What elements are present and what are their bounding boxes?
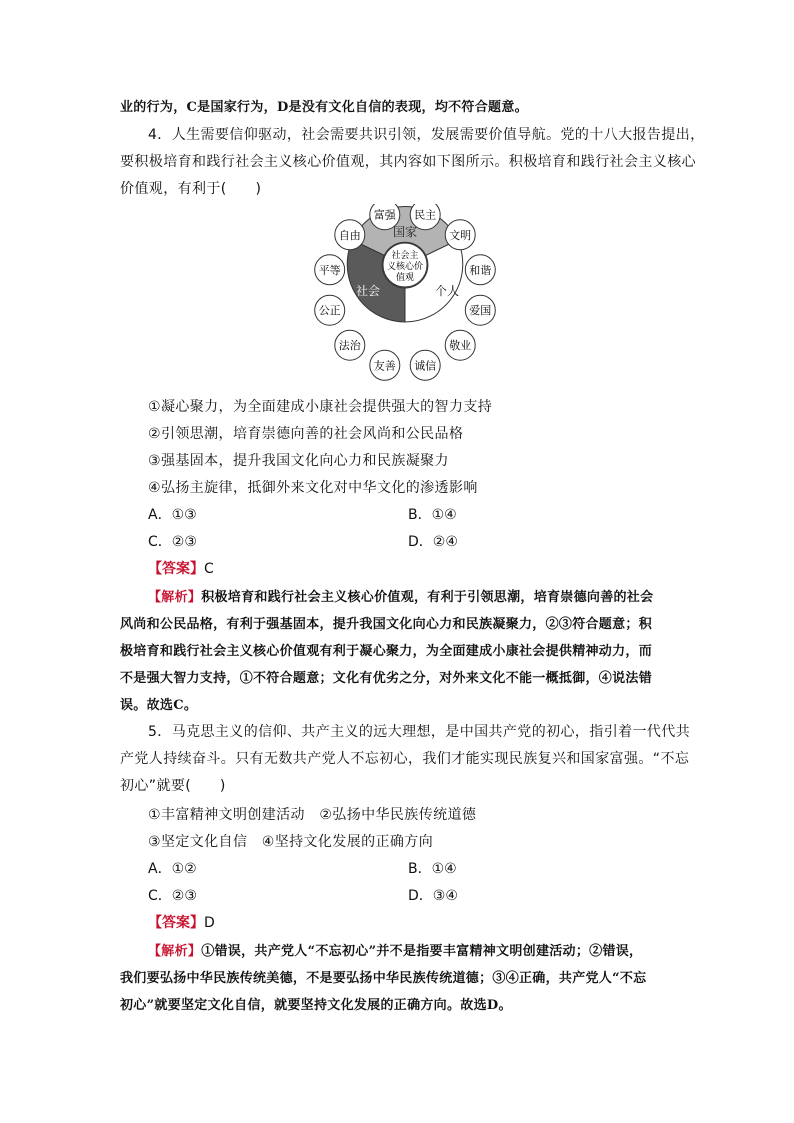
q4-stem-line-2: 要积极培育和践行社会主义核心价值观，其内容如下图所示。积极培育和践行社会主义核心 (120, 154, 696, 170)
value-label: 和谐 (469, 263, 492, 277)
q5-answer (148, 912, 215, 932)
q4-answer (148, 558, 214, 578)
q5-stem-line-2: 产党人持续奋斗。只有无数共产党人不忘初心，我们才能实现民族复兴和国家富强。“不忘 (120, 751, 690, 767)
q5-stem-line-1: 5．马克思主义的信仰、共产主义的远大理想，是中国共产党的初心，指引着一代代共 (148, 724, 691, 740)
society-label: 社会 (355, 284, 381, 298)
q4-item-4: ④弘扬主旋律，抵御外来文化对中华文化的渗透影响 (148, 480, 478, 496)
analysis-tag: 【解析】 (148, 944, 202, 959)
q5-option-c: C．②③ (148, 888, 197, 904)
q4-analysis-line-5: 误。故选C。 (120, 698, 198, 713)
country-label: 国家 (392, 225, 418, 239)
answer-tag: 【答案】 (148, 915, 204, 931)
q5-items-line-2: ③坚定文化自信 ④坚持文化发展的正确方向 (148, 834, 434, 850)
answer-tag: 【答案】 (148, 561, 204, 577)
value-label: 文明 (449, 228, 472, 242)
individual-label: 个人 (434, 284, 460, 298)
value-label: 友善 (373, 359, 396, 373)
q5-analysis-line-3: 初心”就要坚定文化自信，就要坚持文化发展的正确方向。故选D。 (120, 998, 512, 1013)
q4-stem-line-3: 价值观，有利于( ) (120, 181, 262, 197)
analysis-tag: 【解析】 (148, 590, 202, 605)
center-label-2: 义核心价 (386, 262, 424, 272)
q5-stem-line-3: 初心”就要( ) (120, 778, 226, 794)
value-label: 平等 (318, 263, 341, 277)
q4-stem-line-1: 4．人生需要信仰驱动，社会需要共识引领，发展需要价值导航。党的十八大报告提出， (148, 127, 705, 143)
q4-option-a: A．①③ (148, 507, 197, 523)
intro-line: 业的行为，C是国家行为，D是没有文化自信的表现，均不符合题意。 (120, 100, 528, 115)
answer-value: D (204, 915, 215, 931)
value-label: 敬业 (449, 339, 472, 353)
value-label: 公正 (318, 304, 341, 318)
value-label: 自由 (338, 228, 361, 242)
value-label: 法治 (338, 339, 361, 353)
q4-analysis-line-4: 不是强大智力支持，①不符合题意；文化有优劣之分，对外来文化不能一概抵御，④说法错 (120, 671, 653, 686)
q5-items-line-1: ①丰富精神文明创建活动 ②弘扬中华民族传统道德 (148, 807, 477, 823)
answer-value: C (204, 561, 214, 577)
analysis-text: ①错误，共产党人“不忘初心”并不是指要丰富精神文明创建活动；②错误， (201, 944, 643, 959)
q4-analysis-line-1 (148, 586, 653, 605)
q4-item-1: ①凝心聚力，为全面建成小康社会提供强大的智力支持 (148, 399, 493, 415)
q5-option-b: B．①④ (408, 861, 457, 877)
q4-analysis-line-2: 风尚和公民品格，有利于强基固本，提升我国文化向心力和民族凝聚力，②③符合题意；积 (120, 617, 653, 632)
value-label: 富强 (373, 208, 396, 222)
q4-item-3: ③强基固本，提升我国文化向心力和民族凝聚力 (148, 453, 449, 469)
q4-option-c: C．②③ (148, 534, 197, 550)
q5-analysis-line-1 (148, 940, 642, 959)
core-values-diagram (310, 204, 510, 384)
analysis-text: 积极培育和践行社会主义核心价值观，有利于引领思潮，培育崇德向善的社会 (201, 590, 654, 605)
q4-option-b: B．①④ (408, 507, 457, 523)
center-label-3: 值观 (395, 273, 415, 283)
q5-analysis-line-2: 我们要弘扬中华民族传统美德，不是要弘扬中华民族传统道德；③④正确，共产党人“不忘 (120, 971, 647, 986)
q4-analysis-line-3: 极培育和践行社会主义核心价值观有利于凝心聚力，为全面建成小康社会提供精神动力，而 (120, 644, 653, 659)
q4-option-d: D．②④ (408, 534, 458, 550)
q5-option-a: A．①② (148, 861, 197, 877)
value-label: 爱国 (469, 304, 492, 318)
q4-item-2: ②引领思潮，培育崇德向善的社会风尚和公民品格 (148, 426, 464, 442)
center-label-1: 社会主 (391, 251, 419, 261)
q5-option-d: D．③④ (408, 888, 458, 904)
value-label: 诚信 (414, 359, 437, 373)
value-label: 民主 (414, 208, 437, 222)
